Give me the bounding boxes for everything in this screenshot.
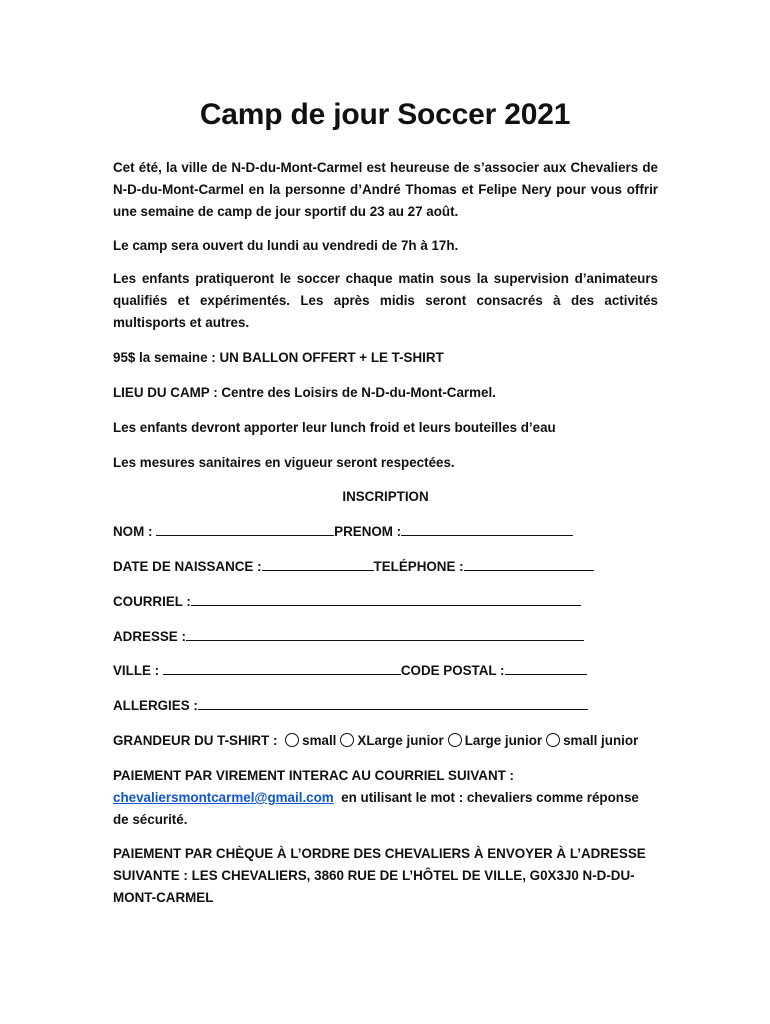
inscription-heading: INSCRIPTION	[342, 489, 429, 504]
tshirt-option-small-junior: small junior	[563, 733, 639, 748]
address-field[interactable]	[186, 626, 584, 641]
interac-heading: PAIEMENT PAR VIREMENT INTERAC AU COURRIEL SUIVANT :	[113, 768, 514, 783]
city-field[interactable]	[163, 660, 401, 675]
tshirt-option-large-junior: Large junior	[464, 733, 543, 748]
phone-label: TELÉPHONE :	[373, 559, 464, 574]
postal-label: CODE POSTAL :	[400, 663, 505, 678]
prenom-label: PRENOM :	[334, 524, 402, 539]
nom-field[interactable]	[156, 521, 334, 536]
email-row	[113, 591, 658, 613]
dob-label: DATE DE NAISSANCE :	[113, 559, 262, 574]
interac-payment-block	[113, 765, 658, 831]
tshirt-label: GRANDEUR DU T-SHIRT :	[113, 733, 278, 748]
email-field[interactable]	[191, 591, 581, 606]
price-line: 95$ la semaine : UN BALLON OFFERT + LE T-SHIRT	[113, 350, 444, 365]
dob-field[interactable]	[262, 556, 374, 571]
dob-phone-row	[113, 556, 658, 578]
address-label: ADRESSE :	[113, 629, 186, 644]
cheque-payment-paragraph: PAIEMENT PAR CHÈQUE À L’ORDRE DES CHEVALIERS À ENVOYER À L’ADRESSE SUIVANTE : LES CHEVALIERS, 3860 RUE DE L’HÔTEL DE VILLE, G0X3J0 N-D-DU-MONT-CARMEL	[113, 846, 646, 905]
activities-paragraph: Les enfants pratiqueront le soccer chaque matin sous la supervision d’animateurs qualifiés et expérimentés. Les après midis seront consacrés à des activités multisports et autres.	[113, 271, 658, 330]
postal-field[interactable]	[505, 660, 587, 675]
tshirt-row	[113, 730, 673, 752]
tshirt-radio-small-junior[interactable]	[546, 733, 560, 747]
name-row	[113, 521, 658, 543]
tshirt-radio-xlarge-junior[interactable]	[340, 733, 354, 747]
phone-field[interactable]	[464, 556, 594, 571]
location-line: LIEU DU CAMP : Centre des Loisirs de N-D-du-Mont-Carmel.	[113, 385, 496, 400]
tshirt-radio-large-junior[interactable]	[448, 733, 462, 747]
address-row	[113, 626, 658, 648]
hours-paragraph: Le camp sera ouvert du lundi au vendredi de 7h à 17h.	[113, 238, 459, 253]
allergies-label: ALLERGIES :	[113, 698, 198, 713]
tshirt-option-xlarge-junior: XLarge junior	[357, 733, 444, 748]
intro-paragraph: Cet été, la ville de N-D-du-Mont-Carmel est heureuse de s’associer aux Chevaliers de N-D-du-Mont-Carmel en la personne d’André Thomas et Felipe Nery pour vous offrir une semaine de camp de jour sportif du 23 au 27 août.	[113, 160, 658, 219]
city-postal-row	[113, 660, 658, 682]
tshirt-radio-small[interactable]	[285, 733, 299, 747]
interac-instructions: en utilisant le mot : chevaliers comme réponse de sécurité.	[113, 790, 639, 827]
allergies-row	[113, 695, 658, 717]
sanitary-line: Les mesures sanitaires en vigueur seront respectées.	[113, 455, 455, 470]
city-label: VILLE :	[113, 663, 160, 678]
document-title: Camp de jour Soccer 2021	[199, 98, 571, 131]
tshirt-option-small: small	[302, 733, 337, 748]
nom-label: NOM :	[113, 524, 153, 539]
interac-details	[113, 787, 658, 831]
interac-email-link[interactable]: chevaliersmontcarmel@gmail.com	[113, 790, 334, 805]
allergies-field[interactable]	[198, 695, 588, 710]
email-label: COURRIEL :	[113, 594, 191, 609]
lunch-line: Les enfants devront apporter leur lunch froid et leurs bouteilles d’eau	[113, 420, 556, 435]
prenom-field[interactable]	[401, 521, 573, 536]
